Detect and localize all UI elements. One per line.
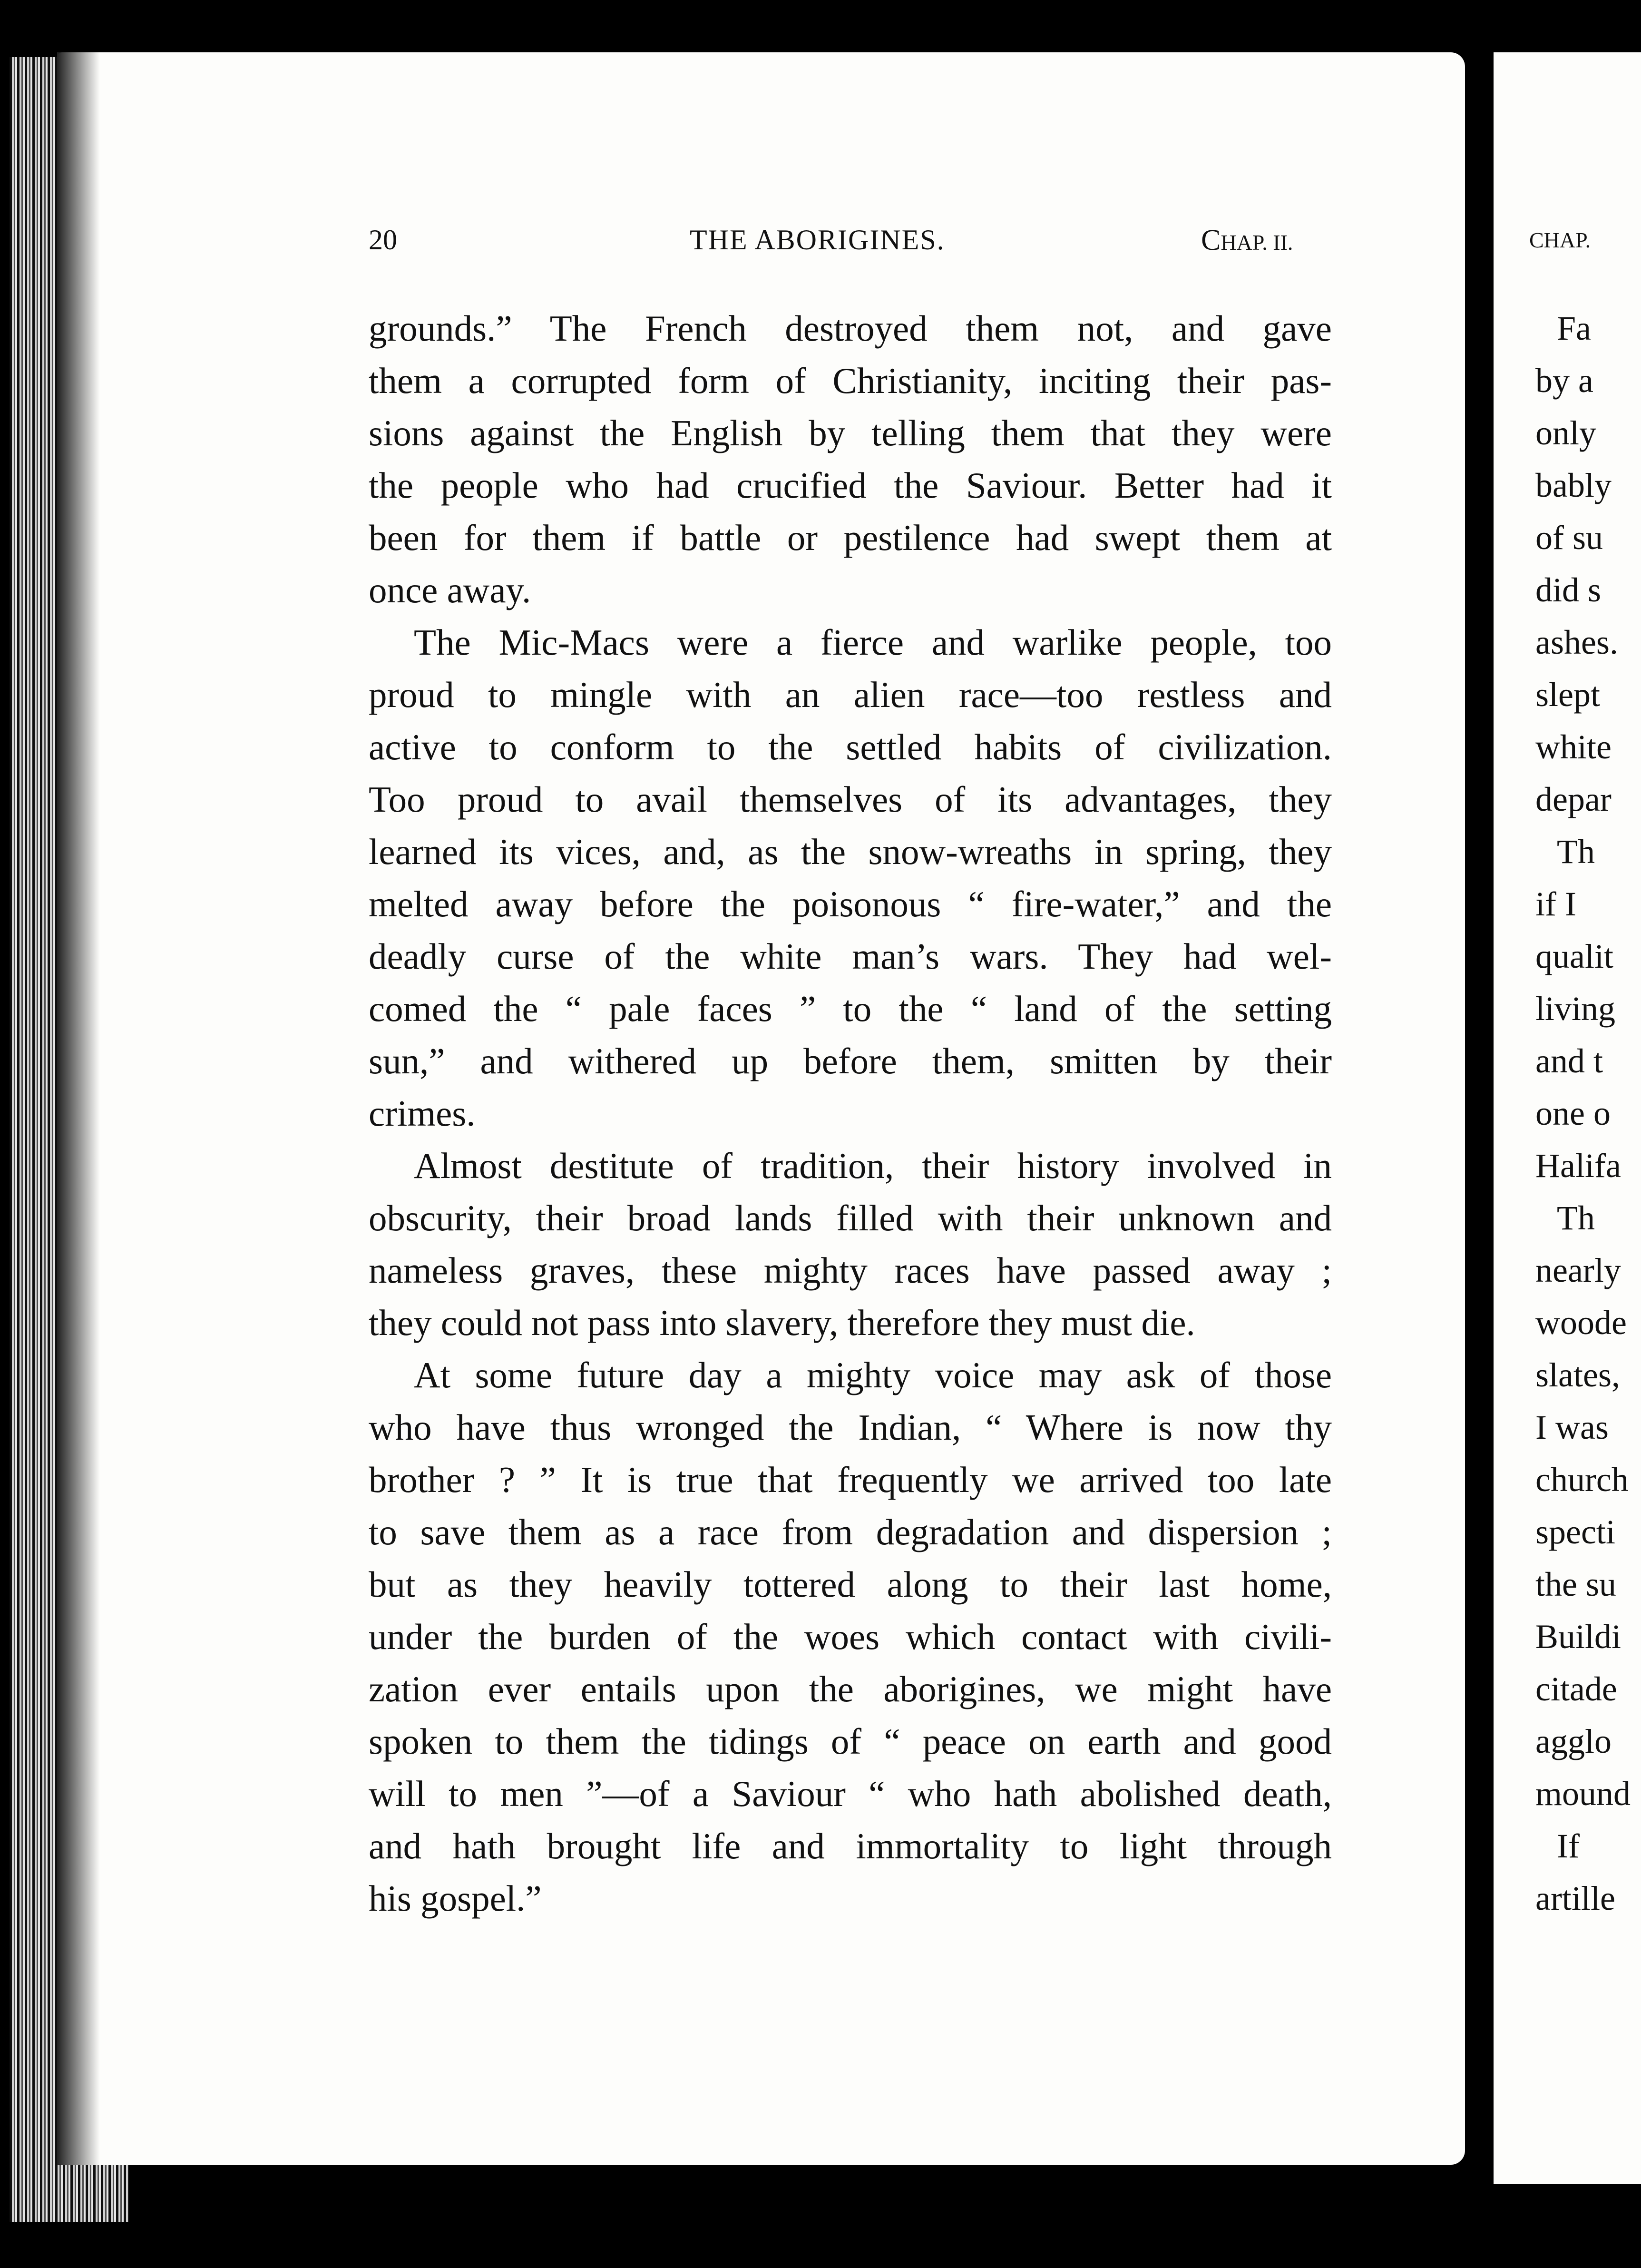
text-line: and hath brought life and immortality to light through: [369, 1826, 1332, 1866]
text-line: active to conform to the settled habits of civilization.: [369, 727, 1332, 767]
text-line: Th: [1557, 833, 1595, 871]
text-line: and t: [1535, 1042, 1603, 1080]
paragraph: [369, 616, 1332, 1139]
text-line: mound: [1535, 1775, 1631, 1813]
text-line: agglo: [1535, 1722, 1612, 1760]
text-line: Almost destitute of tradition, their history involved in: [414, 1145, 1332, 1186]
text-line: white: [1535, 728, 1612, 766]
text-line: spoken to them the tidings of “ peace on earth and good: [369, 1721, 1332, 1762]
text-line: by a: [1535, 362, 1593, 400]
text-line: one o: [1535, 1094, 1611, 1132]
text-line: specti: [1535, 1513, 1615, 1551]
text-line: learned its vices, and, as the snow-wreaths in spring, they: [369, 831, 1332, 872]
paragraph: [369, 302, 1332, 616]
text-line: living: [1535, 990, 1616, 1028]
text-line: ashes.: [1535, 623, 1618, 661]
body-text: [369, 302, 1332, 1924]
chapter-label: [1201, 224, 1293, 257]
paragraph: [369, 1139, 1332, 1349]
text-line: sun,” and withered up before them, smitten by their: [369, 1041, 1332, 1081]
text-line: nearly: [1535, 1251, 1621, 1289]
text-line: will to men ”—of a Saviour “ who hath abolished death,: [369, 1773, 1332, 1814]
page-gutter-shadow: [57, 52, 100, 2165]
text-line: nameless graves, these mighty races have passed away ;: [369, 1250, 1332, 1291]
text-line: them a corrupted form of Christianity, inciting their pas-: [369, 360, 1332, 401]
text-line: once away.: [369, 569, 531, 610]
text-line: been for them if battle or pestilence had swept them at: [369, 517, 1332, 558]
text-line: obscurity, their broad lands filled with their unknown and: [369, 1198, 1332, 1238]
text-line: melted away before the poisonous “ fire-water,” and the: [369, 884, 1332, 924]
text-line: The Mic-Macs were a fierce and warlike people, too: [414, 622, 1332, 663]
text-line: artille: [1535, 1879, 1615, 1917]
right-page-text: [1535, 302, 1641, 1924]
text-line: they could not pass into slavery, therefore they must die.: [369, 1302, 1195, 1343]
text-line: Too proud to avail themselves of its advantages, they: [369, 779, 1332, 820]
text-line: Buildi: [1535, 1618, 1621, 1656]
text-line: Halifa: [1535, 1147, 1621, 1185]
text-line: if I: [1535, 885, 1576, 923]
right-page-header: CHAP.: [1529, 228, 1591, 252]
text-line: bably: [1535, 466, 1612, 504]
text-line: of su: [1535, 519, 1603, 557]
text-line: Fa: [1557, 309, 1591, 347]
text-line: grounds.” The French destroyed them not, and gave: [369, 308, 1332, 349]
text-line: the su: [1535, 1565, 1616, 1603]
text-line: church: [1535, 1461, 1629, 1499]
text-line: sions against the English by telling them that they were: [369, 412, 1332, 453]
text-line: I was: [1535, 1408, 1609, 1446]
text-line: citade: [1535, 1670, 1617, 1708]
text-line: his gospel.”: [369, 1878, 542, 1919]
running-head: THE ABORIGINES.: [690, 224, 945, 255]
text-line: Th: [1557, 1199, 1595, 1237]
text-line: who have thus wronged the Indian, “ Where is now thy: [369, 1407, 1332, 1448]
text-line: slept: [1535, 676, 1600, 714]
page-number: 20: [369, 224, 397, 255]
text-line: comed the “ pale faces ” to the “ land of the setting: [369, 988, 1332, 1029]
text-line: brother ? ” It is true that frequently we arrived too late: [369, 1459, 1332, 1500]
text-line: the people who had crucified the Saviour. Better had it: [369, 465, 1332, 506]
text-line: woode: [1535, 1304, 1627, 1342]
text-line: qualit: [1535, 937, 1613, 975]
text-line: depar: [1535, 780, 1612, 818]
chapter-label-cap: C: [1201, 224, 1221, 256]
text-line: slates,: [1535, 1356, 1620, 1394]
chapter-label-rest: HAP. II.: [1221, 230, 1293, 255]
text-line: If: [1557, 1827, 1580, 1865]
paragraph: [369, 1349, 1332, 1924]
text-line: only: [1535, 414, 1597, 452]
text-line: to save them as a race from degradation and dispersion ;: [369, 1512, 1332, 1552]
text-line: crimes.: [369, 1093, 476, 1134]
text-line: deadly curse of the white man’s wars. They had wel-: [369, 936, 1332, 977]
text-line: zation ever entails upon the aborigines, we might have: [369, 1669, 1332, 1709]
text-line: did s: [1535, 571, 1602, 609]
text-line: under the burden of the woes which contact with civili-: [369, 1616, 1332, 1657]
text-line: but as they heavily tottered along to their last home,: [369, 1564, 1332, 1605]
text-line: At some future day a mighty voice may ask of those: [414, 1355, 1332, 1395]
text-line: proud to mingle with an alien race—too restless and: [369, 674, 1332, 715]
